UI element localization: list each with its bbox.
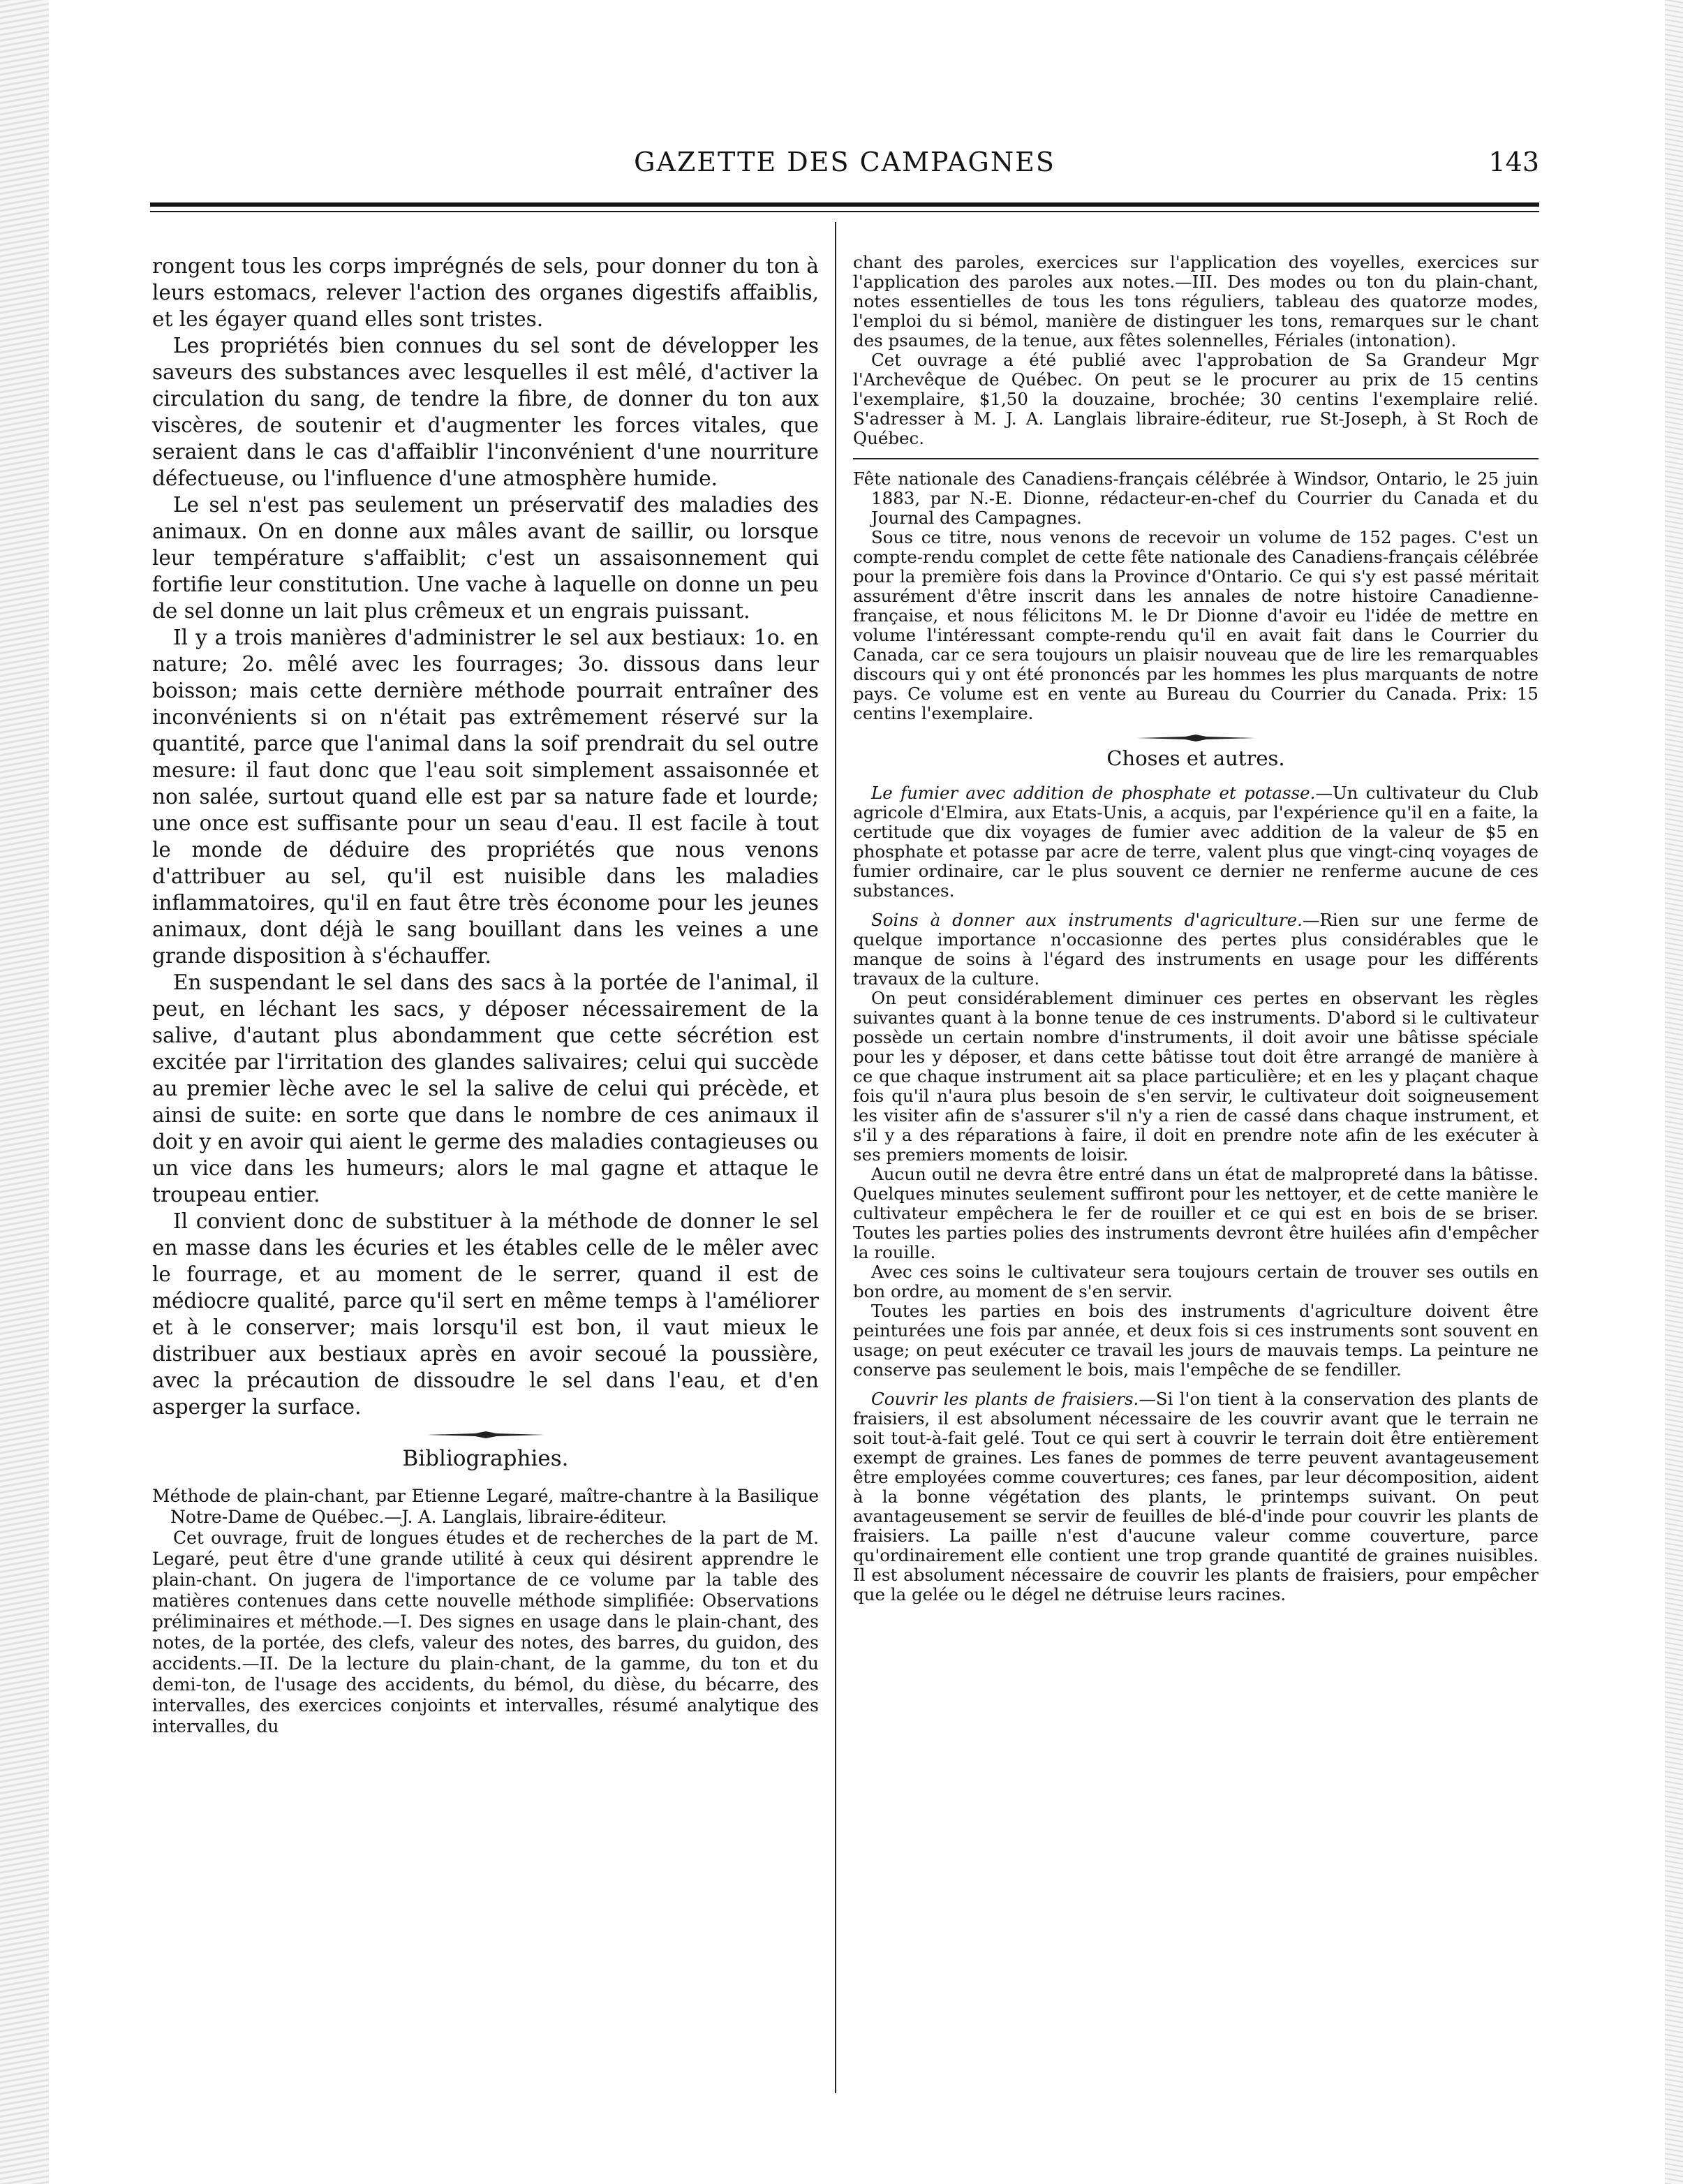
scanned-page-edge-right [1665,0,1683,2184]
choses-et-autres-heading: Choses et autres. [1106,746,1285,770]
header-rule-thick [150,202,1539,207]
article-soins-body: —Rien sur une ferme de quelque importance n'occasionne des pertes plus considérables que le manque de soins à l'égard des instruments en usage pour les différents travaux de la culture. [853,910,1539,989]
left-column [152,253,819,1737]
section-ornament [1136,735,1255,741]
page-header [150,147,1539,189]
article-soins [853,910,1539,989]
article-fraisiers [853,1389,1539,1604]
article-fraisiers-body: —Si l'on tient à la conservation des plants de fraisiers, il est absolument nécessaire de les couvrir avant que le terrain ne soit tout-à-fait gelé. Tout ce qui sert à couvrir le terrain doit être entièrement exempt de graines. Les fanes de pommes de terre peuvent avantageusement être employées comme couvertures; ces fanes, par leur décomposition, aident à la bonne végétation des plants, le printemps suivant. On peut avantageusement se servir de feuilles de blé-d'inde pour couvrir les plants de fraisiers. La paille n'est d'aucune valeur comme couverture, parce qu'ordinairement elle contient une trop grande quantité de graines nuisibles. Il est absolument nécessaire de couvrir les plants de fraisiers, pour empêcher que la gelée ou le dégel ne détruise leurs racines. [853,1389,1539,1604]
article-fumier [853,783,1539,901]
bibliography-entry-body: Cet ouvrage, fruit de longues études et de recherches de la part de M. Legaré, peut être d'une grande utilité à ceux qui désirent apprendre le plain-chant. On jugera de l'importance de ce volume par la table des matières contenues dans cette nouvelle méthode simplifiée: Observations préliminaires et méthode.—I. Des signes en usage dans le plain-chant, des notes, de la portée, des clefs, valeur des notes, des barres, du guidon, des accidents.—II. De la lecture du plain-chant, de la gamme, du ton et du demi-ton, de l'usage des accidents, du bémol, du dièse, du bécarre, des intervalles, des exercices conjoints et intervalles, résumé analytique des intervalles, du [152,1528,819,1736]
page-number: 143 [1488,147,1539,177]
newspaper-title: GAZETTE DES CAMPAGNES [634,147,1055,177]
paragraph: En suspendant le sel dans des sacs à la portée de l'animal, il peut, en léchant les sacs, y déposer nécessairement de la salive, d'autant plus abondamment que cette sécrétion est excitée par l'irritation des glandes salivaires; celui qui succède au premier lèche avec le sel la salive de celui qui précède, et ainsi de suite: en sorte que dans le nombre de ces animaux il doit y en avoir qui aient le germe des maladies contagieuses ou un vice dans les humeurs; alors le mal gagne et attaque le troupeau entier. [152,971,819,1207]
article-fumier-body: —Un cultivateur du Club agricole d'Elmira, aux Etats-Unis, a acquis, par l'expérience qu'il en a faite, la certitude que dix voyages de fumier avec addition de la valeur de $5 en phosphate et potasse par acre de terre, valent plus que vingt-cinq voyages de fumier ordinaire, car le plus souvent ce dernier ne renferme aucune de ces substances. [853,783,1539,901]
article-fumier-title: Le fumier avec addition de phosphate et potasse. [871,783,1316,803]
bibliography-entry-title: Méthode de plain-chant, par Etienne Legaré, maître-chantre à la Basilique Notre-Dame de Québec.—J. A. Langlais, libraire-éditeur. [152,1486,819,1527]
right-column [853,253,1539,1604]
paragraph: Le sel n'est pas seulement un préservatif des maladies des animaux. On en donne aux mâles avant de saillir, ou lorsque leur température s'affaiblit; c'est un assaisonnement qui fortifie leur constitution. Une vache à laquelle on donne un peu de sel donne un lait plus crêmeux et un engrais puissant. [152,493,819,623]
bibliography-entry [152,1486,819,1737]
scanned-page-edge-left [0,0,49,2184]
paragraph: Il y a trois manières d'administrer le sel aux bestiaux: 1o. en nature; 2o. mêlé avec les fourrages; 3o. dissous dans leur boisson; mais cette dernière méthode pourrait entraîner des inconvénients si on n'était pas extrêmement réservé sur la quantité, parce que l'animal dans la soif prendrait du sel outre mesure: il faut donc que l'eau soit simplement assaisonnée et non salée, surtout quand elle est par sa nature fade et lourde; une once est suffisante pour un seau d'eau. Il est facile à tout le monde de déduire des propriétés que nous venons d'attribuer au sel, qu'il est nuisible dans les maladies inflammatoires, qu'il en faut être très économe pour les jeunes animaux, dont déjà le sang bouillant dans les veines a une grande disposition à s'échauffer. [152,626,819,968]
paragraph: On peut considérablement diminuer ces pertes en observant les règles suivantes quant à la bonne tenue de ces instruments. D'abord si le cultivateur possède un certain nombre d'instruments, il doit avoir une bâtisse spéciale pour les y déposer, et dans cette bâtisse tout doit être arrangé de manière à ce que chaque instrument ait sa place particulière; et en les y plaçant chaque fois qu'il n'aura plus besoin de s'en servir, le cultivateur doit soigneusement les visiter afin de s'assurer s'il n'y a rien de cassé dans chaque instrument, et s'il y a des réparations à faire, il doit en prendre note afin de les exécuter à ses premiers moments de loisir. [853,988,1539,1165]
paragraph: Aucun outil ne devra être entré dans un état de malpropreté dans la bâtisse. Quelques minutes seulement suffiront pour les nettoyer, et de cette manière le cultivateur empêchera le fer de rouiller et ce qui est en bois de se briser. Toutes les parties polies des instruments devront être huilées afin d'empêcher la rouille. [853,1164,1539,1262]
item-separator [853,458,1539,459]
paragraph: Il convient donc de substituer à la méthode de donner le sel en masse dans les écuries et les étables celle de le mêler avec le fourrage, et au moment de le serrer, quand il est de médiocre qualité, parce qu'il sert en même temps à l'améliorer et à le conserver; mais lorsqu'il est bon, il vaut mieux le distribuer aux bestiaux après en avoir secoué la poussière, avec la précaution de dissoudre le sel dans l'eau, et d'en asperger la surface. [152,1209,819,1419]
paragraph: rongent tous les corps imprégnés de sels, pour donner du ton à leurs estomacs, relever l'action des organes digestifs affaiblis, et les égayer quand elles sont tristes. [152,254,819,331]
column-divider [835,222,836,2093]
fete-entry-body: Sous ce titre, nous venons de recevoir un volume de 152 pages. C'est un compte-rendu complet de cette fête nationale des Canadiens-français célébrée pour la première fois dans la Province d'Ontario. Ce qui s'y est passé méritait assurément d'être inscrit dans les annales de notre histoire Canadienne-française, et nous félicitons M. le Dr Dionne d'avoir eu l'idée de mettre en volume l'intéressant compte-rendu qu'il en avait fait dans le Courrier du Canada, car ce sera toujours un plaisir nouveau que de lire les remarquables discours qui y ont été prononcés par les hommes les plus marquants de notre pays. Ce volume est en vente au Bureau du Courrier du Canada. Prix: 15 centins l'exemplaire. [853,527,1539,723]
bibliography-continuation: Cet ouvrage a été publié avec l'approbation de Sa Grandeur Mgr l'Archevêque de Québec. On peut se le procurer au prix de 15 centins l'exemplaire, $1,50 la douzaine, brochée; 30 centins l'exemplaire relié. S'adresser à M. J. A. Langlais libraire-éditeur, rue St-Joseph, à St Roch de Québec. [853,350,1539,448]
bibliography-continuation: chant des paroles, exercices sur l'application des voyelles, exercices sur l'application des paroles aux notes.—III. Des modes ou ton du plain-chant, notes essentielles de tous les tons réguliers, tableau des quatorze modes, l'emploi du si bémol, manière de distinguer les tons, remarques sur le chant des psaumes, de la tenue, aux fêtes solennelles, Fériales (intonation). [853,252,1539,351]
article-fraisiers-title: Couvrir les plants de fraisiers. [871,1389,1139,1409]
article-soins-title: Soins à donner aux instruments d'agriculture. [871,910,1303,930]
bibliographies-heading: Bibliographies. [402,1446,569,1471]
section-ornament [427,1431,545,1438]
paragraph: Les propriétés bien connues du sel sont de développer les saveurs des substances avec lesquelles il est mêlé, d'activer la circulation du sang, de tendre la fibre, de donner du ton aux viscères, de soutenir et d'augmenter les forces vitales, que seraient dans le cas d'affaiblir l'inconvénient d'une nourriture défectueuse, ou l'influence d'une atmosphère humide. [152,334,819,490]
paragraph: Avec ces soins le cultivateur sera toujours certain de trouver ses outils en bon ordre, au moment de s'en servir. [853,1262,1539,1301]
header-rule-thin [150,211,1539,212]
paragraph: Toutes les parties en bois des instruments d'agriculture doivent être peinturées une fois par année, et deux fois si ces instruments sont souvent en usage; on peut exécuter ce travail les jours de mauvais temps. La peinture ne conserve pas seulement le bois, mais l'empêche de se fendiller. [853,1301,1539,1380]
fete-entry-title: Fête nationale des Canadiens-français célébrée à Windsor, Ontario, le 25 juin 1883, par N.-E. Dionne, rédacteur-en-chef du Courrier du Canada et du Journal des Campagnes. [853,468,1539,528]
